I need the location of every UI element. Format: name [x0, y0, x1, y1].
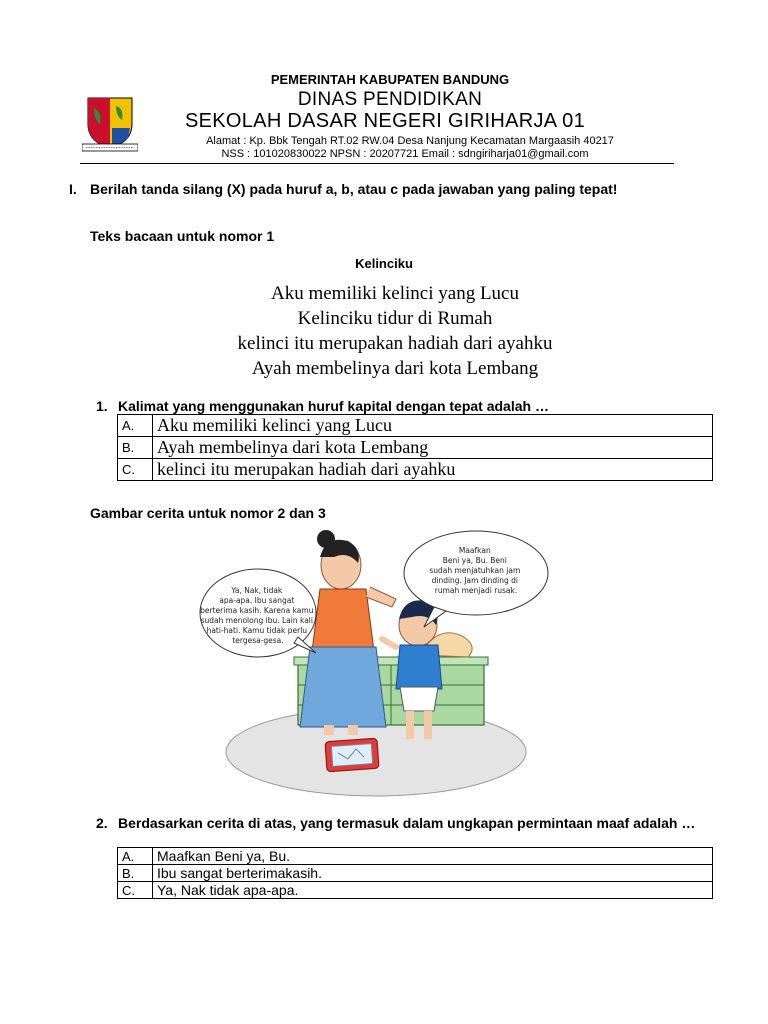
poem: [0, 281, 768, 381]
option-text: Ayah membelinya dari kota Lembang: [153, 437, 713, 459]
broken-clock: [325, 738, 379, 772]
section-instruction: Berilah tanda silang (X) pada huruf a, b, atau c pada jawaban yang paling tepat!: [90, 181, 618, 197]
section-number: I.: [69, 181, 77, 197]
school-name: SEKOLAH DASAR NEGERI GIRIHARJA 01: [184, 110, 586, 132]
poem-line: Aku memiliki kelinci yang Lucu: [270, 283, 519, 304]
option-text: Ibu sangat berterimakasih.: [153, 865, 713, 882]
option-text: Maafkan Beni ya, Bu.: [153, 848, 713, 865]
option-row[interactable]: [118, 415, 713, 437]
question-2-options: [117, 847, 713, 899]
bubble-line: rumah menjadi rusak.: [434, 586, 518, 595]
poem-line: Ayah membelinya dari kota Lembang: [251, 358, 539, 379]
school-ids-email: NSS : 101020830022 NPSN : 20207721 Email : sdngiriharja01@gmail.com: [221, 148, 589, 160]
bubble-line: sudah menjatuhkan jam: [429, 566, 521, 575]
reading-label: Teks bacaan untuk nomor 1: [90, 228, 275, 244]
question-1-number: 1.: [96, 398, 108, 414]
option-letter[interactable]: B.: [118, 437, 153, 459]
option-row[interactable]: [118, 882, 713, 899]
option-letter[interactable]: A.: [118, 415, 153, 437]
school-logo: [82, 94, 138, 154]
option-letter[interactable]: A.: [118, 848, 153, 865]
speech-bubble-mother: [200, 569, 316, 657]
poem-line: kelinci itu merupakan hadiah dari ayahku: [237, 333, 553, 354]
bubble-line: sudah menolong ibu. Lain kali: [200, 616, 313, 625]
option-letter[interactable]: C.: [118, 459, 153, 481]
department-name: DINAS PENDIDIKAN: [297, 89, 483, 110]
option-text: Ya, Nak tidak apa-apa.: [153, 882, 713, 899]
poem-title: Kelinciku: [355, 256, 413, 271]
poem-line: Kelinciku tidur di Rumah: [297, 308, 493, 329]
option-letter[interactable]: C.: [118, 882, 153, 899]
option-row[interactable]: [118, 848, 713, 865]
question-2-number: 2.: [96, 815, 108, 831]
question-1-options: [117, 414, 713, 481]
option-row[interactable]: [118, 865, 713, 882]
school-address: Alamat : Kp. Bbk Tengah RT.02 RW.04 Desa Nanjung Kecamatan Margaasih 40217: [206, 135, 614, 147]
bubble-line: berterima kasih. Karena kamu: [200, 606, 314, 615]
letterhead-divider: [80, 163, 674, 164]
mother-figure: [300, 530, 396, 735]
government-name: PEMERINTAH KABUPATEN BANDUNG: [270, 72, 510, 87]
bubble-line: apa-apa. Ibu sangat: [219, 596, 295, 605]
story-illustration: [198, 527, 550, 803]
question-2-text: Berdasarkan cerita di atas, yang termasuk dalam ungkapan permintaan maaf adalah …: [118, 815, 696, 831]
bubble-line: tergesa-gesa.: [232, 636, 284, 645]
option-letter[interactable]: B.: [118, 865, 153, 882]
option-text: Aku memiliki kelinci yang Lucu: [153, 415, 713, 437]
bubble-line: Beni ya, Bu. Beni: [442, 556, 507, 565]
bubble-line: dinding. Jam dinding di: [431, 576, 519, 585]
option-row[interactable]: [118, 437, 713, 459]
picture-label: Gambar cerita untuk nomor 2 dan 3: [90, 505, 326, 521]
question-1-text: Kalimat yang menggunakan huruf kapital dengan tepat adalah …: [118, 398, 549, 414]
bubble-line: hati-hati. Kamu tidak perlu: [206, 626, 308, 635]
bubble-line: Maafkan: [458, 546, 491, 555]
option-text: kelinci itu merupakan hadiah dari ayahku: [153, 459, 713, 481]
bubble-line: Ya, Nak, tidak: [231, 586, 283, 595]
option-row[interactable]: [118, 459, 713, 481]
